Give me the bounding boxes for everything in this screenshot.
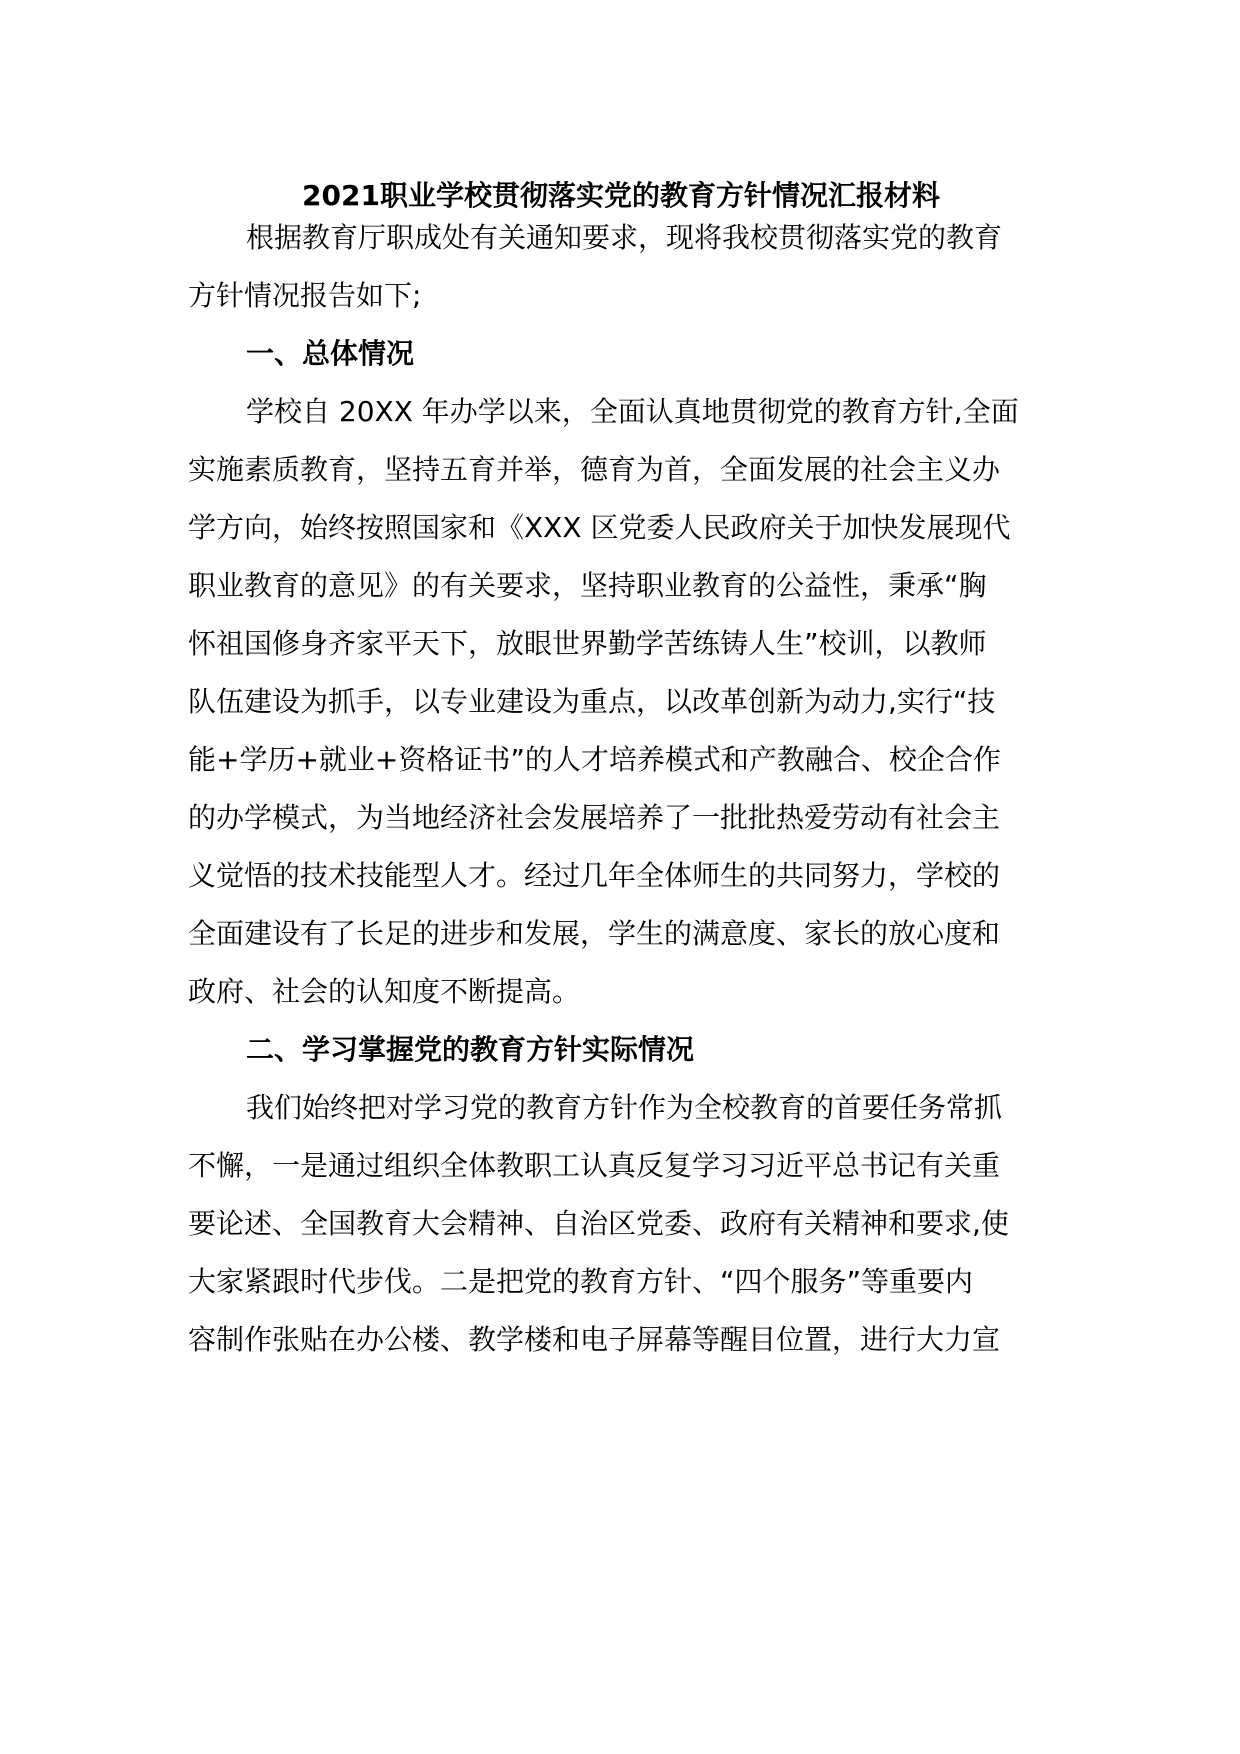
section-1-line: 职业教育的意见》的有关要求，坚持职业教育的公益性，秉承“胸: [188, 569, 987, 602]
section-1-line: 实施素质教育，坚持五育并举，德育为首，全面发展的社会主义办: [188, 453, 1001, 486]
section-1-line: 全面建设有了长足的进步和发展，学生的满意度、家长的放心度和: [188, 917, 1001, 950]
section-1-line: 队伍建设为抓手，以专业建设为重点，以改革创新为动力,实行“技: [188, 685, 996, 718]
section-1-line: 学校自 20XX 年办学以来，全面认真地贯彻党的教育方针,全面: [246, 395, 1019, 428]
section-2-line: 容制作张贴在办公楼、教学楼和电子屏幕等醒目位置，进行大力宣: [188, 1323, 1001, 1356]
section-1-line: 怀祖国修身齐家平天下，放眼世界勤学苦练铸人生”校训，以教师: [188, 627, 987, 660]
section-1-line: 政府、社会的认知度不断提高。: [188, 975, 581, 1008]
section-2-line: 不懈，一是通过组织全体教职工认真反复学习习近平总书记有关重: [188, 1149, 1001, 1182]
intro-line-1: 根据教育厅职成处有关通知要求，现将我校贯彻落实党的教育: [246, 221, 1003, 254]
section-2-line: 要论述、全国教育大会精神、自治区党委、政府有关精神和要求,使: [188, 1207, 1009, 1240]
section-1-line: 能+学历+就业+资格证书”的人才培养模式和产教融合、校企合作: [188, 743, 1001, 776]
intro-line-2: 方针情况报告如下;: [188, 279, 422, 312]
section-1-line: 义觉悟的技术技能型人才。经过几年全体师生的共同努力，学校的: [188, 859, 1001, 892]
section-2-heading: 二、学习掌握党的教育方针实际情况: [246, 1033, 695, 1066]
document-title: 2021职业学校贯彻落实党的教育方针情况汇报材料: [302, 179, 940, 212]
section-2-line: 大家紧跟时代步伐。二是把党的教育方针、“四个服务”等重要内: [188, 1265, 974, 1298]
section-1-line: 学方向，始终按照国家和《XXX 区党委人民政府关于加快发展现代: [188, 511, 1011, 544]
section-2-line: 我们始终把对学习党的教育方针作为全校教育的首要任务常抓: [246, 1091, 1003, 1124]
section-1-heading: 一、总体情况: [246, 337, 415, 370]
section-1-line: 的办学模式，为当地经济社会发展培养了一批批热爱劳动有社会主: [188, 801, 1001, 834]
